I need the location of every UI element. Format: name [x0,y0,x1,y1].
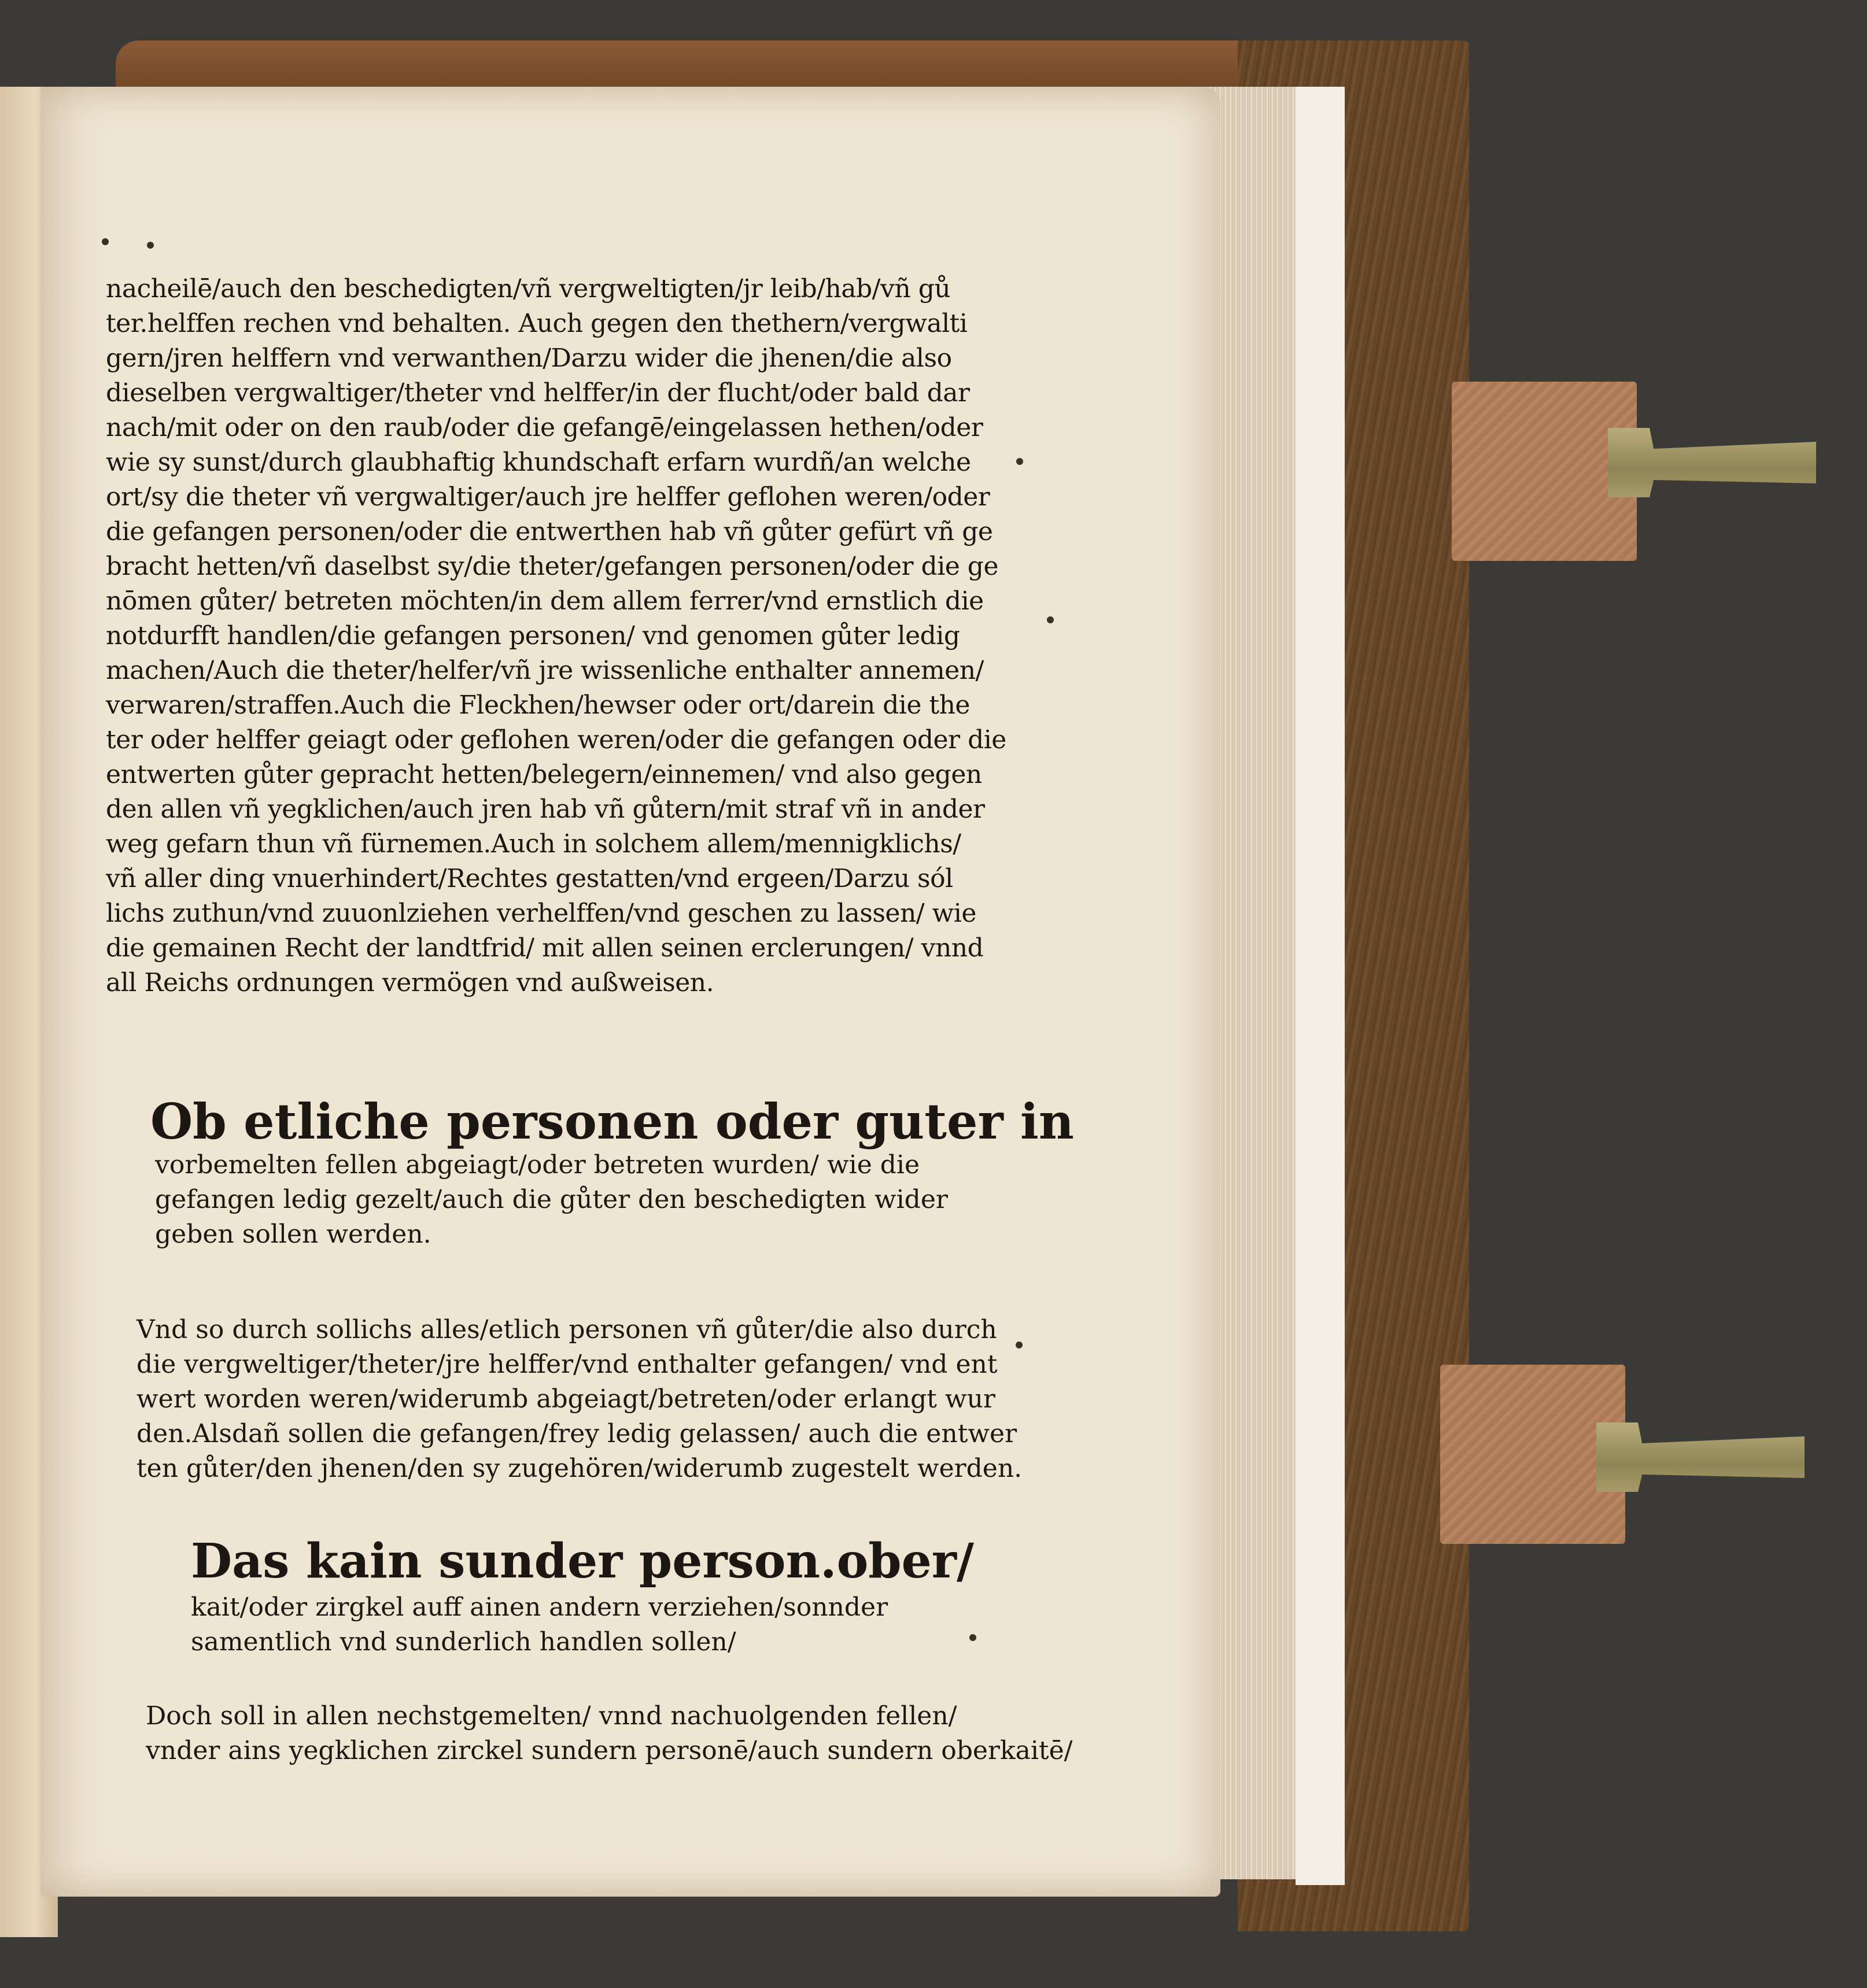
section-heading-2: Das kain sunder person.ober/ [191,1534,974,1589]
text-line: nach/mit oder on den raub/oder die gefangē/eingelassen hethen/oder [106,413,983,442]
section-heading-1: Ob etliche personen oder guter in [150,1093,1074,1150]
section-heading-1-continuation [155,1148,948,1252]
text-line: Doch soll in allen nechstgemelten/ vnnd nachuolgenden fellen/ [146,1701,957,1731]
body-paragraph-3 [146,1699,1072,1768]
brass-clasp-lower-icon [1596,1422,1805,1492]
text-line: ter oder helffer geiagt oder geflohen weren/oder die gefangen oder die [106,725,1006,755]
text-line: all Reichs ordnungen vermögen vnd außweisen. [106,968,714,997]
body-paragraph-2 [136,1313,1022,1486]
text-line: die gefangen personen/oder die entwerthen hab vñ gůter gefürt vñ ge [106,517,993,546]
text-line: kait/oder zirgkel auff ainen andern verziehen/sonnder [191,1592,888,1622]
text-line: lichs zuthun/vnd zuuonlziehen verhelffen/vnd geschen zu lassen/ wie [106,899,976,928]
ink-speck [102,238,109,245]
text-line: entwerten gůter gepracht hetten/belegern/einnemen/ vnd also gegen [106,760,982,789]
ink-speck [1016,458,1023,465]
text-line: vñ aller ding vnuerhindert/Rechtes gestatten/vnd ergeen/Darzu sól [106,864,953,893]
text-line: wie sy sunst/durch glaubhaftig khundschaft erfarn wurdñ/an welche [106,448,971,477]
text-line: ten gůter/den jhenen/den sy zugehören/widerumb zugestelt werden. [136,1454,1023,1483]
text-line: weg gefarn thun vñ fürnemen.Auch in solchem allem/mennigklichs/ [106,829,961,859]
text-line: nōmen gůter/ betreten möchten/in dem allem ferrer/vnd ernstlich die [106,586,984,616]
text-line: wert worden weren/widerumb abgeiagt/betreten/oder erlangt wur [136,1384,995,1414]
flyleaf [1296,87,1345,1885]
text-line: bracht hetten/vñ daselbst sy/die theter/gefangen personen/oder die ge [106,552,998,581]
text-line: notdurfft handlen/die gefangen personen/ vnd genomen gůter ledig [106,621,960,651]
ink-speck [147,242,154,249]
section-heading-2-continuation [191,1590,888,1660]
text-line: ter.helffen rechen vnd behalten. Auch gegen den thethern/vergwalti [106,309,968,338]
text-line: geben sollen werden. [155,1220,431,1249]
text-line: samentlich vnd sunderlich handlen sollen/ [191,1627,736,1657]
text-line: ort/sy die theter vñ vergwaltiger/auch jre helffer geflohen weren/oder [106,482,990,512]
text-line: nacheilē/auch den beschedigten/vñ vergweltigten/jr leib/hab/vñ gů [106,274,951,304]
text-line: die vergweltiger/theter/jre helffer/vnd enthalter gefangen/ vnd ent [136,1350,998,1379]
text-line: gern/jren helffern vnd verwanthen/Darzu wider die jhenen/die also [106,343,952,373]
text-line: vorbemelten fellen abgeiagt/oder betreten wurden/ wie die [155,1150,920,1180]
ink-speck [1047,616,1054,623]
text-line: machen/Auch die theter/helfer/vñ jre wissenliche enthalter annemen/ [106,656,984,685]
brass-clasp-upper-icon [1608,428,1816,497]
text-line: Vnd so durch sollichs alles/etlich personen vñ gůter/die also durch [136,1315,997,1344]
text-line: vnder ains yegklichen zirckel sundern personē/auch sundern oberkaitē/ [146,1736,1073,1765]
text-line: gefangen ledig gezelt/auch die gůter den beschedigten wider [155,1185,948,1214]
body-paragraph-1 [106,272,1006,1000]
text-line: den.Alsdañ sollen die gefangen/frey ledig gelassen/ auch die entwer [136,1419,1017,1448]
ink-speck [969,1634,976,1641]
text-line: dieselben vergwaltiger/theter vnd helffer/in der flucht/oder bald dar [106,378,970,408]
text-line: den allen vñ yegklichen/auch jren hab vñ gůtern/mit straf vñ in ander [106,795,985,824]
text-line: verwaren/straffen.Auch die Fleckhen/hewser oder ort/darein die the [106,690,970,720]
text-line: die gemainen Recht der landtfrid/ mit allen seinen erclerungen/ vnnd [106,933,984,963]
